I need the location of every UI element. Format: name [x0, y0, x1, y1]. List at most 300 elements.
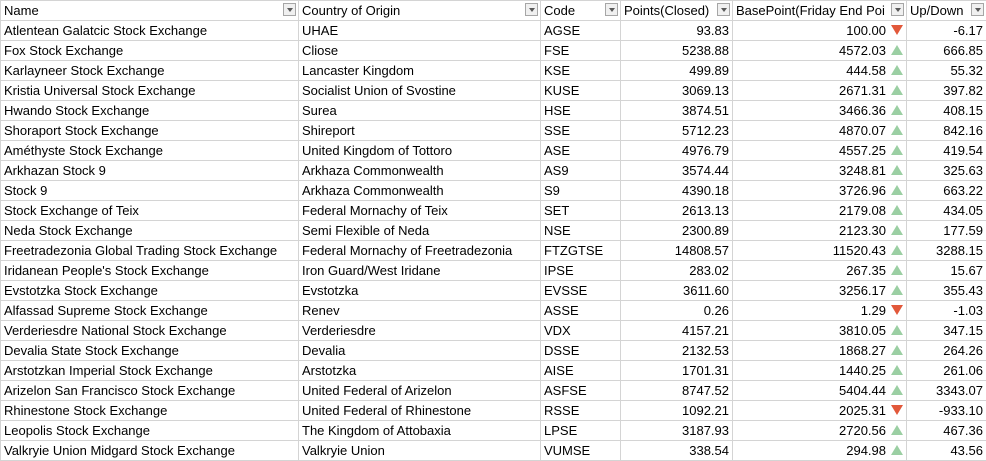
triangle-up-icon: [891, 265, 903, 275]
cell-updown[interactable]: [907, 121, 986, 141]
cell-updown-value: 397.82: [943, 83, 983, 98]
cell-base-value: 3466.36: [839, 103, 886, 118]
cell-points-value: 499.89: [689, 63, 729, 78]
cell-base[interactable]: [733, 221, 907, 241]
cell-country-value: Valkryie Union: [302, 443, 385, 458]
cell-updown[interactable]: [907, 401, 986, 421]
cell-code[interactable]: [541, 401, 621, 421]
cell-code-value: SET: [544, 203, 569, 218]
cell-country[interactable]: [299, 81, 541, 101]
cell-name[interactable]: [1, 21, 299, 41]
cell-code-value: NSE: [544, 223, 571, 238]
cell-country-value: Semi Flexible of Neda: [302, 223, 429, 238]
cell-base[interactable]: [733, 441, 907, 461]
table-row: [1, 421, 986, 441]
cell-base-value: 100.00: [846, 23, 886, 38]
cell-country[interactable]: [299, 21, 541, 41]
cell-name[interactable]: [1, 201, 299, 221]
cell-code-value: ASSE: [544, 303, 579, 318]
cell-country[interactable]: [299, 421, 541, 441]
cell-updown-value: 347.15: [943, 323, 983, 338]
cell-points-value: 3611.60: [683, 283, 729, 298]
cell-name[interactable]: [1, 121, 299, 141]
cell-points[interactable]: [621, 361, 733, 381]
cell-points-value: 1092.21: [682, 403, 729, 418]
cell-points-value: 4390.18: [682, 183, 729, 198]
cell-base[interactable]: [733, 41, 907, 61]
header-points-label: Points(Closed): [624, 3, 709, 18]
cell-base[interactable]: [733, 321, 907, 341]
cell-country[interactable]: [299, 221, 541, 241]
cell-name-value: Alfassad Supreme Stock Exchange: [4, 303, 208, 318]
cell-updown[interactable]: [907, 341, 986, 361]
cell-name[interactable]: [1, 161, 299, 181]
table-row: [1, 141, 986, 161]
cell-base[interactable]: [733, 361, 907, 381]
cell-base-value: 267.35: [846, 263, 886, 278]
cell-name[interactable]: [1, 181, 299, 201]
triangle-up-icon: [891, 225, 903, 235]
cell-base-value: 1868.27: [839, 343, 886, 358]
cell-base[interactable]: [733, 141, 907, 161]
cell-points[interactable]: [621, 241, 733, 261]
triangle-up-icon: [891, 185, 903, 195]
cell-updown[interactable]: [907, 361, 986, 381]
cell-updown[interactable]: [907, 141, 986, 161]
table-row: [1, 241, 986, 261]
cell-updown[interactable]: [907, 241, 986, 261]
triangle-up-icon: [891, 425, 903, 435]
cell-updown-value: -933.10: [939, 403, 983, 418]
cell-updown[interactable]: [907, 421, 986, 441]
cell-updown[interactable]: [907, 161, 986, 181]
table-row: [1, 301, 986, 321]
cell-points[interactable]: [621, 81, 733, 101]
table-body: [1, 21, 986, 461]
cell-updown-value: 3288.15: [936, 243, 983, 258]
cell-base-value: 4870.07: [839, 123, 886, 138]
cell-name-value: Iridanean People's Stock Exchange: [4, 263, 209, 278]
cell-code[interactable]: [541, 361, 621, 381]
cell-points[interactable]: [621, 221, 733, 241]
cell-country[interactable]: [299, 41, 541, 61]
cell-base-value: 444.58: [846, 63, 886, 78]
cell-code-value: ASFSE: [544, 383, 587, 398]
cell-code[interactable]: [541, 321, 621, 341]
cell-points[interactable]: [621, 381, 733, 401]
cell-country-value: UHAE: [302, 23, 338, 38]
cell-updown-value: 177.59: [943, 223, 983, 238]
cell-updown[interactable]: [907, 261, 986, 281]
cell-code[interactable]: [541, 121, 621, 141]
cell-country[interactable]: [299, 381, 541, 401]
table-row: [1, 401, 986, 421]
table-row: [1, 121, 986, 141]
header-country[interactable]: [299, 1, 541, 21]
cell-updown-value: 419.54: [943, 143, 983, 158]
cell-points-value: 1701.31: [682, 363, 729, 378]
cell-points-value: 5712.23: [682, 123, 729, 138]
header-code[interactable]: [541, 1, 621, 21]
cell-country[interactable]: [299, 261, 541, 281]
cell-country-value: Socialist Union of Svostine: [302, 83, 456, 98]
cell-updown-value: 261.06: [943, 363, 983, 378]
cell-country[interactable]: [299, 201, 541, 221]
cell-code-value: S9: [544, 183, 560, 198]
cell-code[interactable]: [541, 181, 621, 201]
cell-base-value: 294.98: [846, 443, 886, 458]
header-code-label: Code: [544, 3, 575, 18]
cell-name-value: Verderiesdre National Stock Exchange: [4, 323, 227, 338]
cell-code[interactable]: [541, 281, 621, 301]
triangle-up-icon: [891, 125, 903, 135]
triangle-up-icon: [891, 385, 903, 395]
cell-name-value: Devalia State Stock Exchange: [4, 343, 179, 358]
cell-name-value: Arizelon San Francisco Stock Exchange: [4, 383, 235, 398]
table-row: [1, 41, 986, 61]
cell-country-value: Arstotzka: [302, 363, 356, 378]
cell-country-value: Verderiesdre: [302, 323, 376, 338]
cell-points[interactable]: [621, 61, 733, 81]
cell-base[interactable]: [733, 281, 907, 301]
triangle-up-icon: [891, 245, 903, 255]
cell-name[interactable]: [1, 61, 299, 81]
cell-base[interactable]: [733, 261, 907, 281]
cell-code[interactable]: [541, 221, 621, 241]
cell-code-value: KUSE: [544, 83, 579, 98]
cell-updown[interactable]: [907, 81, 986, 101]
cell-country[interactable]: [299, 181, 541, 201]
table-row: [1, 361, 986, 381]
table-row: [1, 201, 986, 221]
table-row: [1, 381, 986, 401]
cell-updown-value: 467.36: [943, 423, 983, 438]
cell-code-value: HSE: [544, 103, 571, 118]
table-row: [1, 281, 986, 301]
cell-code-value: IPSE: [544, 263, 574, 278]
cell-base-value: 2720.56: [839, 423, 886, 438]
table-row: [1, 101, 986, 121]
cell-points-value: 0.26: [704, 303, 729, 318]
cell-points-value: 3574.44: [682, 163, 729, 178]
cell-points[interactable]: [621, 101, 733, 121]
cell-country[interactable]: [299, 321, 541, 341]
cell-updown[interactable]: [907, 61, 986, 81]
cell-name[interactable]: [1, 221, 299, 241]
cell-points[interactable]: [621, 181, 733, 201]
cell-updown[interactable]: [907, 221, 986, 241]
table-row: [1, 81, 986, 101]
triangle-up-icon: [891, 165, 903, 175]
cell-base[interactable]: [733, 241, 907, 261]
cell-base[interactable]: [733, 201, 907, 221]
cell-name-value: Karlayneer Stock Exchange: [4, 63, 164, 78]
cell-code[interactable]: [541, 201, 621, 221]
cell-code[interactable]: [541, 81, 621, 101]
header-updown-label: Up/Down: [910, 3, 963, 18]
table-row: [1, 181, 986, 201]
cell-points[interactable]: [621, 401, 733, 421]
cell-base[interactable]: [733, 341, 907, 361]
cell-updown-value: 434.05: [943, 203, 983, 218]
cell-base[interactable]: [733, 161, 907, 181]
header-base[interactable]: [733, 1, 907, 21]
table-row: [1, 21, 986, 41]
cell-name-value: Arkhazan Stock 9: [4, 163, 106, 178]
cell-code[interactable]: [541, 261, 621, 281]
cell-base[interactable]: [733, 381, 907, 401]
cell-name[interactable]: [1, 381, 299, 401]
cell-code[interactable]: [541, 381, 621, 401]
cell-name-value: Arstotzkan Imperial Stock Exchange: [4, 363, 213, 378]
cell-points-value: 8747.52: [682, 383, 729, 398]
cell-name[interactable]: [1, 41, 299, 61]
cell-country[interactable]: [299, 401, 541, 421]
cell-country-value: United Federal of Arizelon: [302, 383, 452, 398]
cell-code-value: AS9: [544, 163, 569, 178]
cell-code[interactable]: [541, 441, 621, 461]
cell-updown[interactable]: [907, 41, 986, 61]
cell-country-value: Renev: [302, 303, 340, 318]
cell-base[interactable]: [733, 181, 907, 201]
cell-points[interactable]: [621, 321, 733, 341]
cell-points[interactable]: [621, 41, 733, 61]
cell-updown-value: 43.56: [950, 443, 983, 458]
cell-name[interactable]: [1, 361, 299, 381]
cell-points-value: 283.02: [689, 263, 729, 278]
triangle-up-icon: [891, 105, 903, 115]
cell-code[interactable]: [541, 61, 621, 81]
table-row: [1, 261, 986, 281]
cell-base-value: 3256.17: [839, 283, 886, 298]
cell-name[interactable]: [1, 341, 299, 361]
cell-points-value: 5238.88: [682, 43, 729, 58]
cell-name[interactable]: [1, 321, 299, 341]
cell-points[interactable]: [621, 261, 733, 281]
cell-updown[interactable]: [907, 381, 986, 401]
triangle-up-icon: [891, 445, 903, 455]
triangle-up-icon: [891, 345, 903, 355]
cell-name-value: Neda Stock Exchange: [4, 223, 133, 238]
cell-country[interactable]: [299, 341, 541, 361]
cell-country-value: Lancaster Kingdom: [302, 63, 414, 78]
cell-country-value: Arkhaza Commonwealth: [302, 163, 444, 178]
cell-name-value: Améthyste Stock Exchange: [4, 143, 163, 158]
triangle-down-icon: [891, 25, 903, 35]
cell-points-value: 3187.93: [682, 423, 729, 438]
cell-points[interactable]: [621, 421, 733, 441]
cell-code[interactable]: [541, 161, 621, 181]
cell-country[interactable]: [299, 161, 541, 181]
cell-code-value: KSE: [544, 63, 570, 78]
triangle-up-icon: [891, 325, 903, 335]
cell-country[interactable]: [299, 121, 541, 141]
cell-name-value: Fox Stock Exchange: [4, 43, 123, 58]
cell-name[interactable]: [1, 441, 299, 461]
cell-base-value: 3248.81: [839, 163, 886, 178]
cell-code-value: VUMSE: [544, 443, 590, 458]
triangle-up-icon: [891, 65, 903, 75]
cell-base-value: 4572.03: [839, 43, 886, 58]
cell-code-value: DSSE: [544, 343, 579, 358]
triangle-up-icon: [891, 205, 903, 215]
cell-points[interactable]: [621, 201, 733, 221]
cell-points-value: 2613.13: [682, 203, 729, 218]
cell-points-value: 338.54: [689, 443, 729, 458]
cell-name[interactable]: [1, 301, 299, 321]
cell-name-value: Rhinestone Stock Exchange: [4, 403, 167, 418]
cell-name[interactable]: [1, 141, 299, 161]
cell-country[interactable]: [299, 301, 541, 321]
cell-code-value: FSE: [544, 43, 569, 58]
cell-name-value: Atlentean Galatcic Stock Exchange: [4, 23, 207, 38]
cell-points-value: 93.83: [696, 23, 729, 38]
table-row: [1, 61, 986, 81]
cell-updown[interactable]: [907, 201, 986, 221]
cell-base[interactable]: [733, 401, 907, 421]
cell-country[interactable]: [299, 101, 541, 121]
cell-name-value: Kristia Universal Stock Exchange: [4, 83, 195, 98]
cell-points-value: 2300.89: [682, 223, 729, 238]
cell-updown[interactable]: [907, 321, 986, 341]
cell-base-value: 5404.44: [839, 383, 886, 398]
cell-points[interactable]: [621, 141, 733, 161]
cell-code[interactable]: [541, 141, 621, 161]
cell-name[interactable]: [1, 281, 299, 301]
cell-updown-value: 355.43: [943, 283, 983, 298]
cell-code-value: FTZGTSE: [544, 243, 603, 258]
cell-base-value: 1440.25: [839, 363, 886, 378]
triangle-up-icon: [891, 365, 903, 375]
cell-country-value: Arkhaza Commonwealth: [302, 183, 444, 198]
cell-updown-value: 55.32: [950, 63, 983, 78]
cell-code[interactable]: [541, 41, 621, 61]
filter-dropdown-icon[interactable]: [891, 3, 904, 16]
cell-name-value: Leopolis Stock Exchange: [4, 423, 150, 438]
cell-points-value: 2132.53: [682, 343, 729, 358]
cell-updown[interactable]: [907, 181, 986, 201]
header-points[interactable]: [621, 1, 733, 21]
cell-code-value: RSSE: [544, 403, 579, 418]
cell-points[interactable]: [621, 441, 733, 461]
filter-dropdown-icon[interactable]: [605, 3, 618, 16]
cell-points[interactable]: [621, 161, 733, 181]
cell-country-value: Cliose: [302, 43, 338, 58]
cell-points-value: 4157.21: [682, 323, 729, 338]
cell-name-value: Stock Exchange of Teix: [4, 203, 139, 218]
cell-country[interactable]: [299, 241, 541, 261]
cell-base[interactable]: [733, 61, 907, 81]
cell-base-value: 3810.05: [839, 323, 886, 338]
cell-country-value: Federal Mornachy of Freetradezonia: [302, 243, 512, 258]
cell-updown[interactable]: [907, 441, 986, 461]
cell-base[interactable]: [733, 81, 907, 101]
cell-code[interactable]: [541, 241, 621, 261]
cell-name[interactable]: [1, 101, 299, 121]
cell-code-value: SSE: [544, 123, 570, 138]
cell-country-value: United Kingdom of Tottoro: [302, 143, 452, 158]
cell-base[interactable]: [733, 21, 907, 41]
cell-base-value: 2671.31: [839, 83, 886, 98]
cell-code-value: AISE: [544, 363, 574, 378]
filter-dropdown-icon[interactable]: [525, 3, 538, 16]
cell-code-value: LPSE: [544, 423, 577, 438]
table-row: [1, 321, 986, 341]
cell-name-value: Freetradezonia Global Trading Stock Exchange: [4, 243, 277, 258]
cell-name[interactable]: [1, 81, 299, 101]
cell-country-value: Shireport: [302, 123, 355, 138]
header-base-label: BasePoint(Friday End Poi: [736, 3, 885, 18]
cell-country-value: Evstotzka: [302, 283, 358, 298]
cell-code-value: ASE: [544, 143, 570, 158]
header-name[interactable]: [1, 1, 299, 21]
header-country-label: Country of Origin: [302, 3, 400, 18]
cell-country-value: Federal Mornachy of Teix: [302, 203, 448, 218]
triangle-up-icon: [891, 145, 903, 155]
cell-name-value: Hwando Stock Exchange: [4, 103, 149, 118]
cell-code[interactable]: [541, 341, 621, 361]
cell-country-value: United Federal of Rhinestone: [302, 403, 471, 418]
cell-updown-value: 264.26: [943, 343, 983, 358]
cell-base[interactable]: [733, 101, 907, 121]
cell-updown-value: 3343.07: [936, 383, 983, 398]
cell-base-value: 3726.96: [839, 183, 886, 198]
filter-dropdown-icon[interactable]: [283, 3, 296, 16]
cell-country[interactable]: [299, 361, 541, 381]
cell-base[interactable]: [733, 121, 907, 141]
cell-points-value: 14808.57: [675, 243, 729, 258]
cell-points-value: 3069.13: [682, 83, 729, 98]
cell-base[interactable]: [733, 301, 907, 321]
cell-updown[interactable]: [907, 21, 986, 41]
cell-updown[interactable]: [907, 101, 986, 121]
cell-updown-value: -1.03: [953, 303, 983, 318]
cell-name[interactable]: [1, 421, 299, 441]
cell-points[interactable]: [621, 121, 733, 141]
filter-dropdown-icon[interactable]: [717, 3, 730, 16]
header-updown[interactable]: [907, 1, 986, 21]
cell-points[interactable]: [621, 281, 733, 301]
cell-updown[interactable]: [907, 281, 986, 301]
cell-base-value: 1.29: [861, 303, 886, 318]
filter-dropdown-icon[interactable]: [971, 3, 984, 16]
cell-points[interactable]: [621, 301, 733, 321]
cell-country[interactable]: [299, 61, 541, 81]
cell-name[interactable]: [1, 241, 299, 261]
cell-code-value: EVSSE: [544, 283, 587, 298]
cell-updown[interactable]: [907, 301, 986, 321]
cell-base[interactable]: [733, 421, 907, 441]
cell-country-value: Iron Guard/West Iridane: [302, 263, 441, 278]
cell-country[interactable]: [299, 281, 541, 301]
cell-code[interactable]: [541, 421, 621, 441]
cell-updown-value: 842.16: [943, 123, 983, 138]
cell-points[interactable]: [621, 21, 733, 41]
cell-base-value: 2179.08: [839, 203, 886, 218]
cell-country[interactable]: [299, 141, 541, 161]
cell-name[interactable]: [1, 261, 299, 281]
cell-code[interactable]: [541, 101, 621, 121]
cell-base-value: 11520.43: [833, 243, 886, 258]
cell-country-value: Devalia: [302, 343, 345, 358]
cell-code[interactable]: [541, 301, 621, 321]
cell-country-value: Surea: [302, 103, 337, 118]
cell-name[interactable]: [1, 401, 299, 421]
cell-code-value: VDX: [544, 323, 571, 338]
cell-points[interactable]: [621, 341, 733, 361]
cell-code[interactable]: [541, 21, 621, 41]
cell-country[interactable]: [299, 441, 541, 461]
